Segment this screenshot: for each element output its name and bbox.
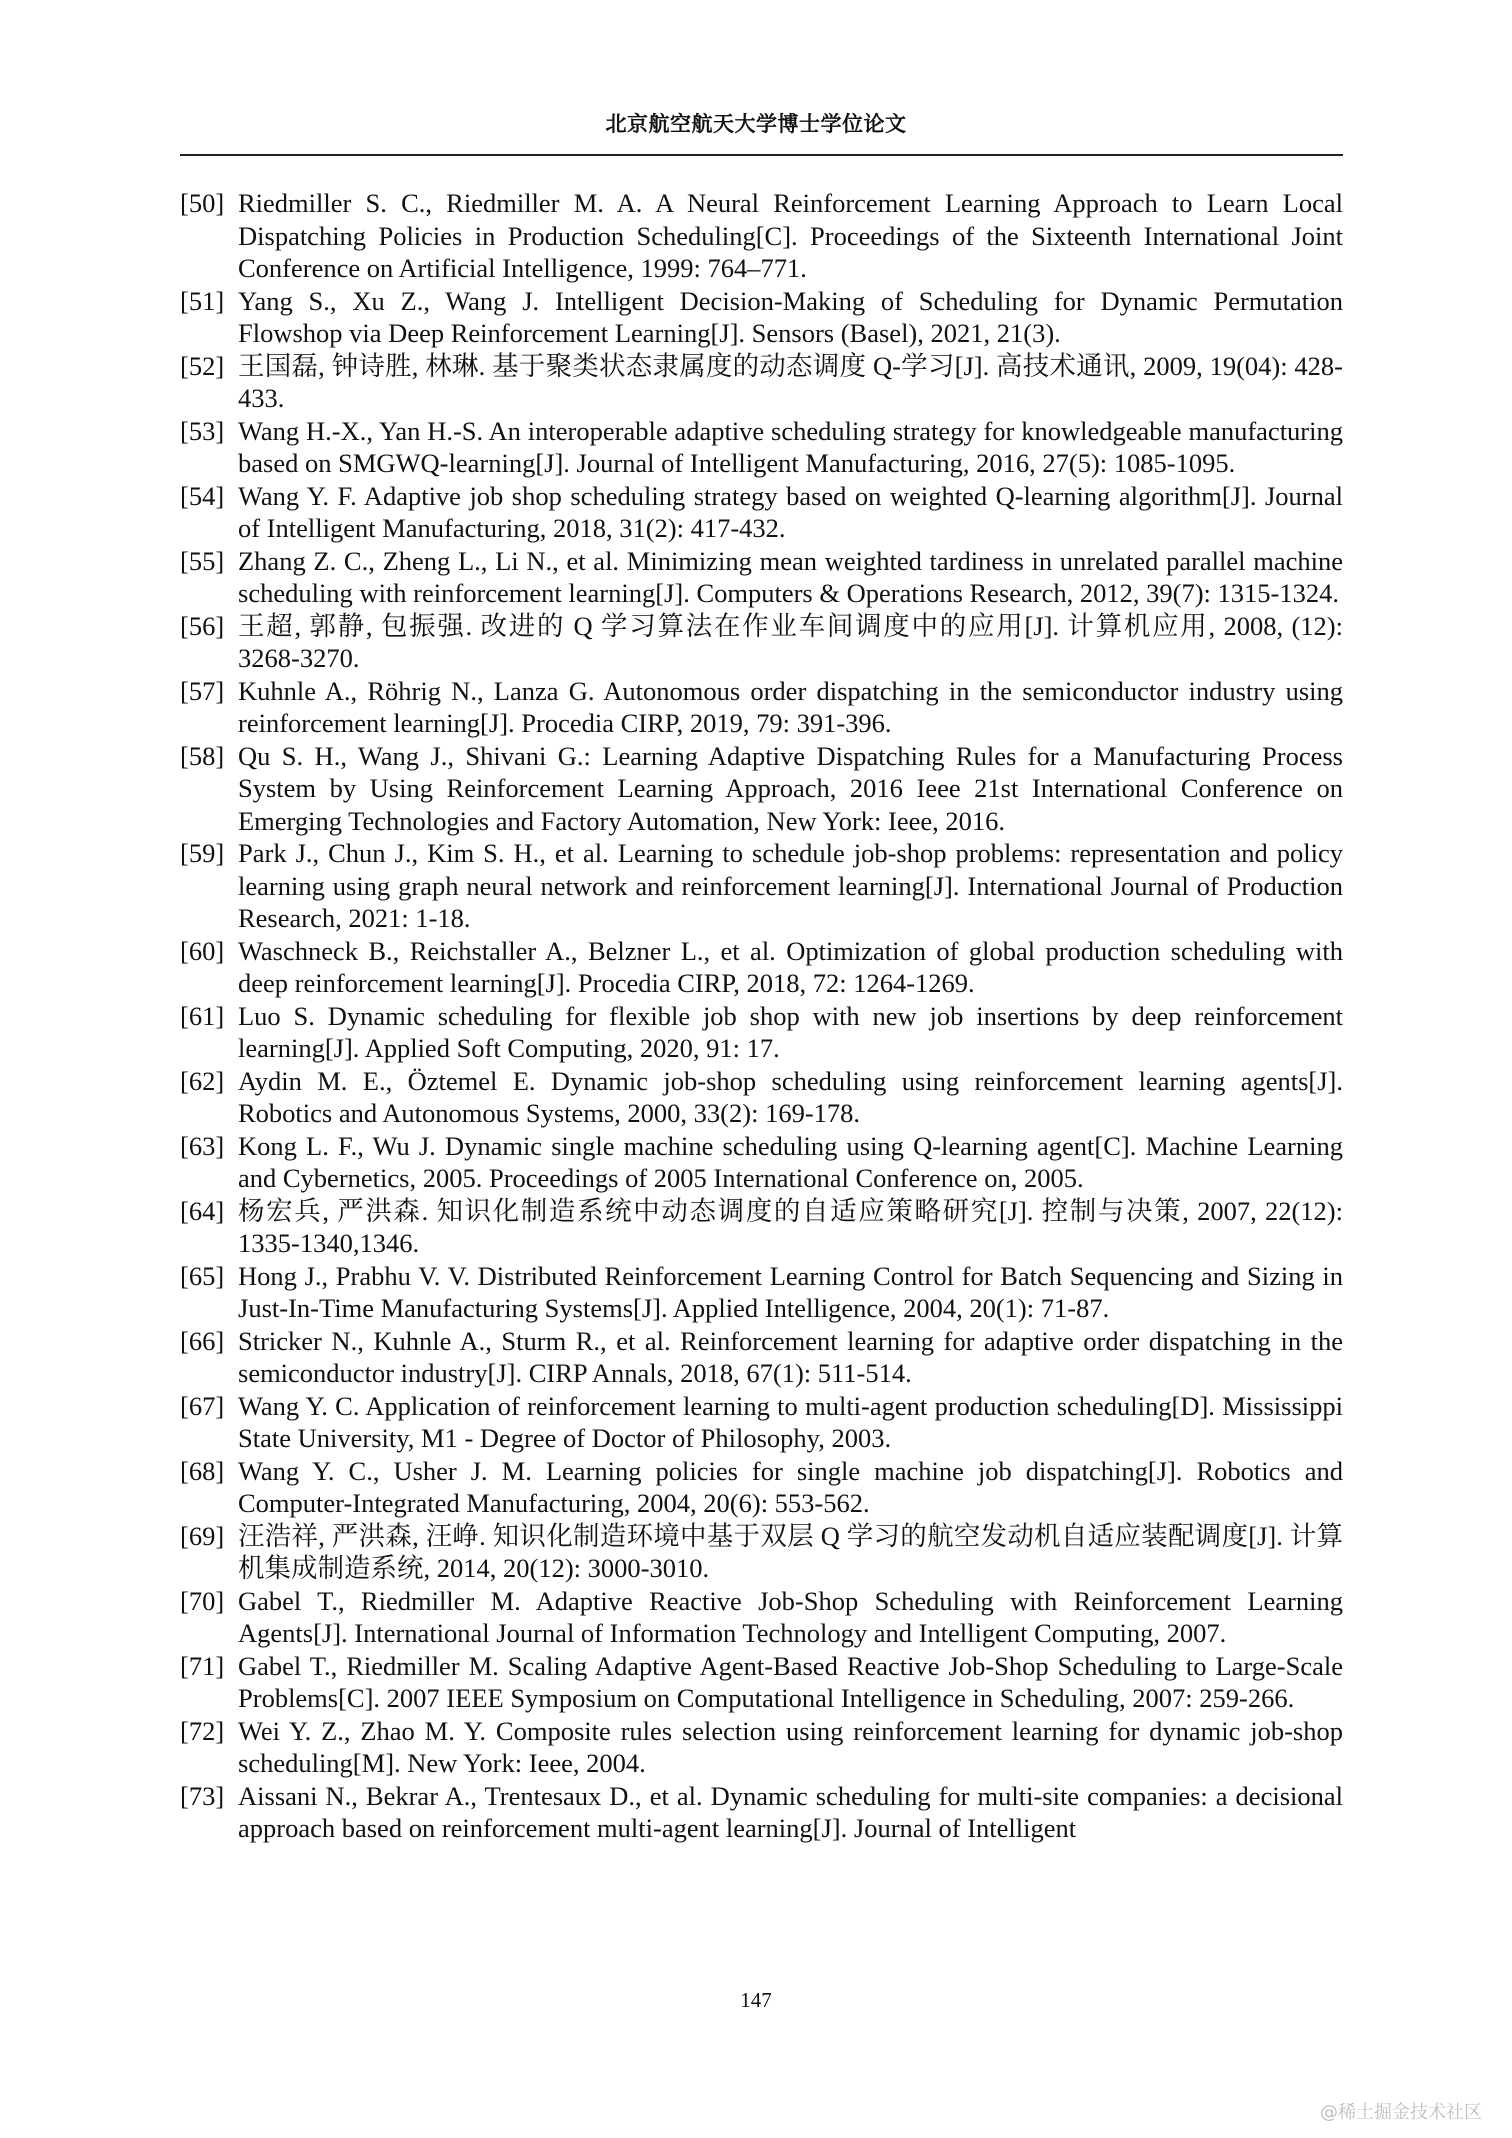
reference-number: [68] [180,1455,225,1486]
reference-list [180,187,1343,1845]
reference-item [180,1520,1343,1585]
reference-item [180,1065,1343,1130]
reference-number: [54] [180,480,225,511]
reference-number: [72] [180,1715,225,1746]
reference-text: Wang H.-X., Yan H.-S. An interoperable adaptive scheduling strategy for knowledgeable manufacturing based on SMGWQ-learning[J]. Journal of Intelligent Manufacturing, 2016, 27(5): 1085-1095. [238,415,1343,478]
reference-item [180,740,1343,838]
reference-number: [71] [180,1650,225,1681]
reference-number: [73] [180,1780,225,1811]
reference-item [180,1130,1343,1195]
reference-number: [56] [180,610,225,641]
reference-number: [65] [180,1260,225,1291]
reference-item [180,837,1343,935]
reference-text: Wang Y. F. Adaptive job shop scheduling strategy based on weighted Q-learning algorithm[J]. Journal of Intelligent Manufacturing, 2018, 31(2): 417-432. [238,480,1343,543]
reference-item [180,1195,1343,1260]
reference-item [180,545,1343,610]
header-divider [180,154,1343,156]
reference-item [180,1585,1343,1650]
page-number: 147 [740,1988,772,2012]
reference-item [180,1455,1343,1520]
watermark: @稀土掘金技术社区 [1320,2102,1482,2123]
reference-text: Wang Y. C. Application of reinforcement learning to multi-agent production scheduling[D]. Mississippi State University, M1 - Degree of Doctor of Philosophy, 2003. [238,1390,1343,1453]
reference-number: [69] [180,1520,225,1551]
page-header-title: 北京航空航天大学博士学位论文 [605,112,907,136]
reference-number: [63] [180,1130,225,1161]
reference-item [180,187,1343,285]
reference-text: Waschneck B., Reichstaller A., Belzner L., et al. Optimization of global production scheduling with deep reinforcement learning[J]. Procedia CIRP, 2018, 72: 1264-1269. [238,935,1343,998]
reference-text: Aydin M. E., Öztemel E. Dynamic job-shop scheduling using reinforcement learning agents[J]. Robotics and Autonomous Systems, 2000, 33(2): 169-178. [238,1065,1343,1128]
reference-number: [66] [180,1325,225,1356]
reference-number: [67] [180,1390,225,1421]
reference-number: [58] [180,740,225,771]
reference-number: [64] [180,1195,225,1226]
reference-item [180,1780,1343,1845]
reference-text: 汪浩祥, 严洪森, 汪峥. 知识化制造环境中基于双层 Q 学习的航空发动机自适应装配调度[J]. 计算机集成制造系统, 2014, 20(12): 3000-3010. [238,1520,1343,1583]
reference-item [180,1650,1343,1715]
reference-item [180,285,1343,350]
reference-text: Stricker N., Kuhnle A., Sturm R., et al. Reinforcement learning for adaptive order dispatching in the semiconductor industry[J]. CIRP Annals, 2018, 67(1): 511-514. [238,1325,1343,1388]
reference-text: 王国磊, 钟诗胜, 林琳. 基于聚类状态隶属度的动态调度 Q-学习[J]. 高技术通讯, 2009, 19(04): 428-433. [238,350,1343,413]
reference-item [180,610,1343,675]
reference-text: Luo S. Dynamic scheduling for flexible job shop with new job insertions by deep reinforcement learning[J]. Applied Soft Computing, 2020, 91: 17. [238,1000,1343,1063]
reference-text: 杨宏兵, 严洪森. 知识化制造系统中动态调度的自适应策略研究[J]. 控制与决策, 2007, 22(12): 1335-1340,1346. [238,1195,1343,1258]
reference-number: [62] [180,1065,225,1096]
reference-number: [50] [180,188,225,218]
reference-text: Zhang Z. C., Zheng L., Li N., et al. Minimizing mean weighted tardiness in unrelated parallel machine scheduling with reinforcement learning[J]. Computers & Operations Research, 2012, 39(7): 1315-1324. [238,545,1343,608]
reference-number: [59] [180,838,225,868]
reference-item [180,1325,1343,1390]
reference-text: Hong J., Prabhu V. V. Distributed Reinforcement Learning Control for Batch Sequencing and Sizing in Just-In-Time Manufacturing Systems[J]. Applied Intelligence, 2004, 20(1): 71-87. [238,1260,1343,1323]
reference-item [180,1260,1343,1325]
reference-number: [70] [180,1585,225,1616]
reference-text: Park J., Chun J., Kim S. H., et al. Learning to schedule job-shop problems: representation and policy learning using graph neural network and reinforcement learning[J]. International Journal of Production Research, 2021: 1-18. [238,838,1343,933]
reference-text: Gabel T., Riedmiller M. Adaptive Reactive Job-Shop Scheduling with Reinforcement Learning Agents[J]. International Journal of Information Technology and Intelligent Computing, 2007. [238,1585,1343,1648]
reference-text: Aissani N., Bekrar A., Trentesaux D., et al. Dynamic scheduling for multi-site companies: a decisional approach based on reinforcement multi-agent learning[J]. Journal of Intelligent [238,1780,1343,1843]
reference-text: Gabel T., Riedmiller M. Scaling Adaptive Agent-Based Reactive Job-Shop Scheduling to Large-Scale Problems[C]. 2007 IEEE Symposium on Computational Intelligence in Scheduling, 2007: 259-266. [238,1650,1343,1713]
reference-text: Kuhnle A., Röhrig N., Lanza G. Autonomous order dispatching in the semiconductor industry using reinforcement learning[J]. Procedia CIRP, 2019, 79: 391-396. [238,675,1343,738]
reference-number: [57] [180,675,225,706]
reference-number: [51] [180,285,225,316]
reference-number: [53] [180,415,225,446]
reference-text: Yang S., Xu Z., Wang J. Intelligent Decision-Making of Scheduling for Dynamic Permutation Flowshop via Deep Reinforcement Learning[J]. Sensors (Basel), 2021, 21(3). [238,285,1343,348]
reference-text: Wang Y. C., Usher J. M. Learning policies for single machine job dispatching[J]. Robotics and Computer-Integrated Manufacturing, 2004, 20(6): 553-562. [238,1455,1343,1518]
reference-text: Riedmiller S. C., Riedmiller M. A. A Neural Reinforcement Learning Approach to Learn Local Dispatching Policies in Production Scheduling[C]. Proceedings of the Sixteenth International Joint Conference on Artificial Intelligence, 1999: 764–771. [238,188,1343,283]
reference-number: [52] [180,350,225,381]
reference-item [180,350,1343,415]
reference-text: Kong L. F., Wu J. Dynamic single machine scheduling using Q-learning agent[C]. Machine Learning and Cybernetics, 2005. Proceedings of 2005 International Conference on, 2005. [238,1130,1343,1193]
reference-item [180,1390,1343,1455]
reference-number: [60] [180,935,225,966]
reference-item [180,1000,1343,1065]
reference-number: [61] [180,1000,225,1031]
reference-item [180,935,1343,1000]
reference-text: Qu S. H., Wang J., Shivani G.: Learning Adaptive Dispatching Rules for a Manufacturing Process System by Using Reinforcement Learning Approach, 2016 Ieee 21st International Conference on Emerging Technologies and Factory Automation, New York: Ieee, 2016. [238,740,1343,836]
reference-text: 王超, 郭静, 包振强. 改进的 Q 学习算法在作业车间调度中的应用[J]. 计算机应用, 2008, (12): 3268-3270. [238,610,1343,673]
reference-number: [55] [180,545,225,576]
reference-item [180,415,1343,480]
reference-item [180,1715,1343,1780]
reference-item [180,480,1343,545]
reference-text: Wei Y. Z., Zhao M. Y. Composite rules selection using reinforcement learning for dynamic job-shop scheduling[M]. New York: Ieee, 2004. [238,1715,1343,1778]
reference-item [180,675,1343,740]
